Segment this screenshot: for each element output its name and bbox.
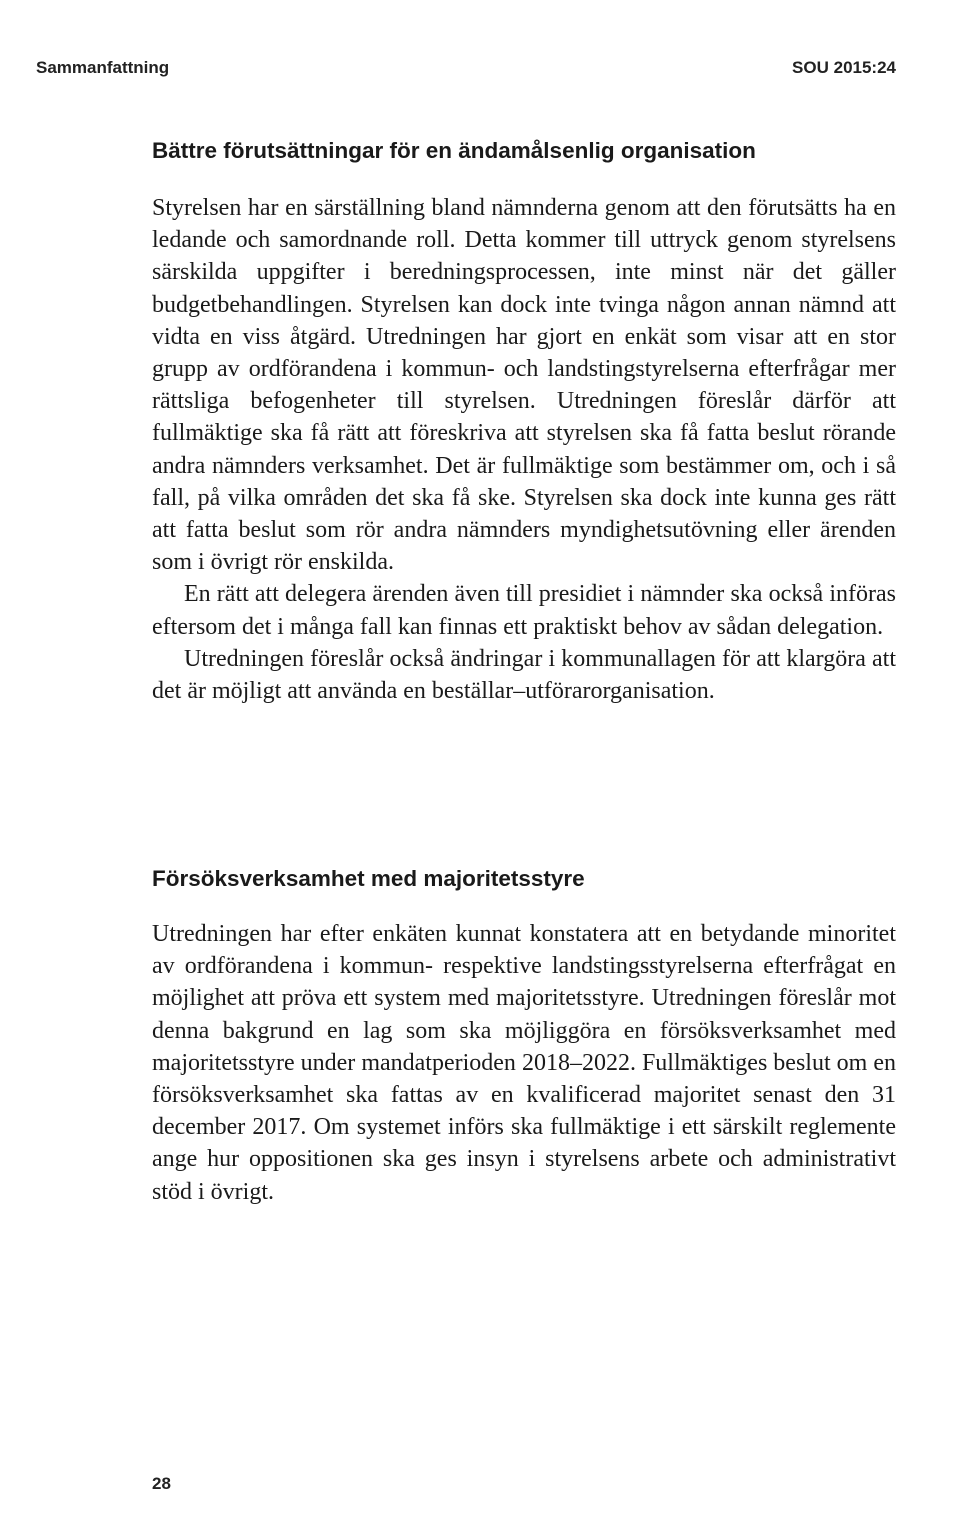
paragraph: En rätt att delegera ärenden även till presidiet i nämnder ska också införas eftersom det i många fall kan finnas ett praktiskt behov av sådan delegation. xyxy=(152,581,896,640)
page-number: 28 xyxy=(152,1474,171,1493)
paragraph: Utredningen föreslår också ändringar i kommunallagen för att klargöra att det är möjligt att använda en beställar–utförarorganisation. xyxy=(152,645,896,705)
paragraph: Styrelsen har en särställning bland nämnderna genom att den förutsätts ha en ledande och samordnande roll. Detta kommer till uttryck genom styrelsens särskilda uppgifter i beredningsprocessen, inte minst när det gäller budgetbehandlingen. Styrelsen kan dock inte tvinga någon annan nämnd att vidta en viss åtgärd. Utredningen har gjort en enkät som visar att en stor grupp av ordförandena i kommun- och landstingstyrelserna efterfrågar mer rättsliga befogenheter till styrelsen. Utredningen föreslår därför att fullmäktige ska få rätt att föreskriva att styrelsen ska få fatta beslut rörande andra nämnders verksamhet. Det är fullmäktige som bestämmer om, och i så fall, på vilka områden det ska få ske. Styrelsen ska dock inte kunna ges rätt att fatta beslut som rör andra nämnders myndighetsutövning eller ärenden som i övrigt rör enskilda. xyxy=(152,195,896,576)
paragraph: Utredningen har efter enkäten kunnat konstatera att en betydande minoritet av ordförandena i kommun- respektive landstingsstyrelserna efterfrågat en möjlighet att pröva ett system med majoritetsstyre. Utredningen föreslår mot denna bakgrund en lag som ska möjliggöra en försöksverksamhet med majoritetsstyre under mandatperioden 2018–2022. Fullmäktiges beslut om en försöksverksamhet ska fattas av en kvalificerad majoritet senast den 31 december 2017. Om systemet införs ska fullmäktige i ett särskilt reglemente ange hur oppositionen ska ges insyn i styrelsens arbete och administrativt stöd i övrigt. xyxy=(152,921,896,1205)
running-header xyxy=(36,58,896,80)
section-heading-majoritetsstyre: Försöksverksamhet med majoritetsstyre xyxy=(152,866,585,891)
section-heading-organisation: Bättre förutsättningar för en ändamålsenlig organisation xyxy=(152,138,756,163)
document-reference: SOU 2015:24 xyxy=(792,58,896,77)
section-body-majoritetsstyre xyxy=(152,918,896,1208)
chapter-label: Sammanfattning xyxy=(36,58,170,77)
section-body-organisation xyxy=(152,192,896,707)
